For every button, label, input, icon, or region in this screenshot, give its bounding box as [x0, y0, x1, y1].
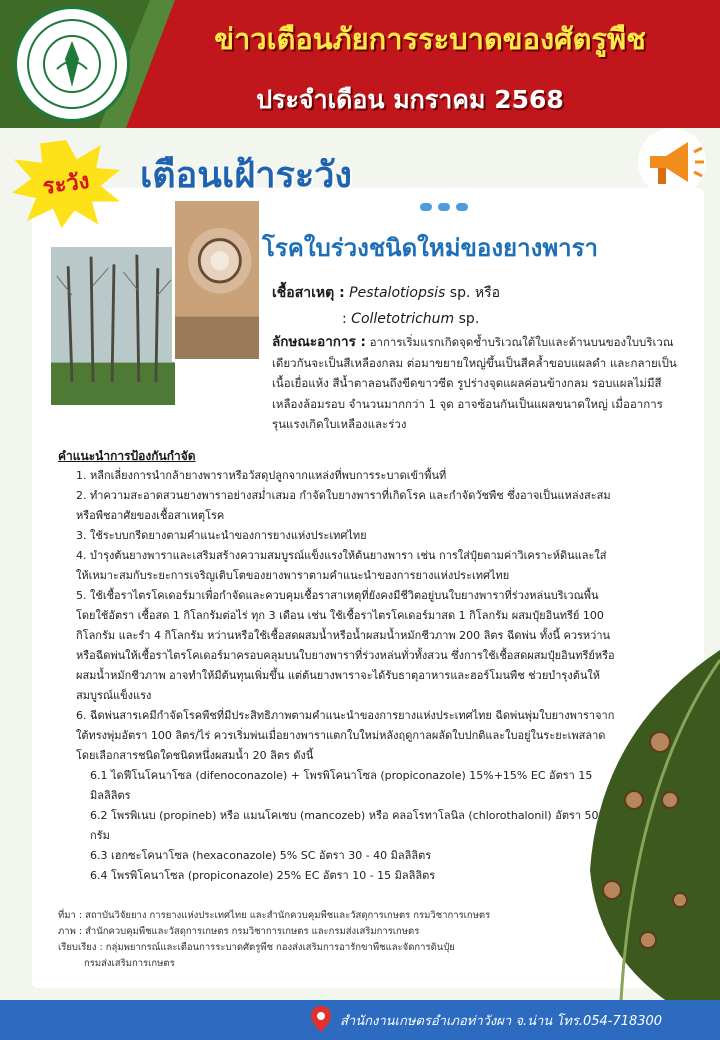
sources-block [58, 908, 658, 972]
recommendation-item: 5. ใช้เชื้อราไตรโคเดอร์มาเพื่อกำจัดและควบคุมเชื้อราสาเหตุที่ยังคงมีชีวิตอยู่บนใบยางพาราที่ร่วงหล่นบริเวณพื้น โดยใช้อัตรา เชื้อสด 1 กิโลกรัมต่อไร่ ทุก 3 เดือน เช่น ใช้เชื้อราไตรโคเดอร์มาสด 1 กิโลกรัม ผสมปุ๋ยอินทรีย์ 100 กิโลกรัม และรำ 4 กิโลกรัม หว่านหรือใช้เชื้อสดผสมน้ำหรือน้ำผสมน้ำหมักชีวภาพ 200 ลิตร ฉีดพ่น ทั้งนี้ ควรหว่านหรือฉีดพ่นให้เชื้อราไตรโคเดอร์มาครอบคลุมบนใบยางพาราที่ร่วงหล่นทั่วทั้งสวน ซึ่งการใช้เชื้อสดผสมปุ๋ยอินทรีย์หรือผสมน้ำหมักชีวภาพ อาจทำให้มีต้นทุนเพิ่มขึ้น แต่ต้นยางพาราจะได้รับธาตุอาหารและฮอร์โมนพืช ช่วยบำรุงต้นให้สมบูรณ์แข็งแรง [76, 589, 615, 702]
symptom-block [272, 332, 677, 435]
page-title: ข่าวเตือนภัยการระบาดของศัตรูพืช [214, 22, 646, 56]
seal-emblem-icon [17, 9, 127, 119]
chemical-item: 6.2 โพรพิเนบ (propineb) หรือ แมนโคเซบ (mancozeb) หรือ คลอโรทาโลนิล (chlorothalonil) อัตรา 50 กรัม [90, 809, 599, 842]
chemical-item: 6.3 เฮกซะโคนาโซล (hexaconazole) 5% SC อัตรา 30 - 40 มิลลิลิตร [90, 849, 432, 862]
recommendation-item: 1. หลีกเลี่ยงการนำกล้ายางพาราหรือวัสดุปลูกจากแหล่งที่พบการระบาดเข้าพื้นที่ [76, 469, 447, 482]
source-line: ที่มา : สถาบันวิจัยยาง การยางแห่งประเทศไทย และสำนักควบคุมพืชและวัสดุการเกษตร กรมวิชาการเกษตร [58, 910, 491, 921]
recommendations-block [58, 446, 618, 886]
chemical-item: 6.4 โพรพิโคนาโซล (propiconazole) 25% EC อัตรา 10 - 15 มิลลิลิตร [90, 869, 436, 882]
recommendation-item: 3. ใช้ระบบกรีดยางตามคำแนะนำของการยางแห่งประเทศไทย [76, 529, 367, 542]
page-subtitle: ประจำเดือน มกราคม 2568 [256, 85, 564, 114]
leaf-lesion-photo [172, 198, 262, 362]
recommendations-heading: คำแนะนำการป้องกันกำจัด [58, 449, 196, 463]
alert-headline: เตือนเฝ้าระวัง [140, 155, 352, 196]
ellipsis-dots [420, 196, 474, 215]
department-seal-logo [14, 6, 130, 122]
symptom-label: ลักษณะอาการ : [272, 334, 366, 350]
location-pin-icon [310, 1005, 332, 1033]
cause-block: เชื้อสาเหตุ : Pestalotiopsis sp. หรือ : Colletotrichum sp. [272, 285, 501, 327]
symptom-text: อาการเริ่มแรกเกิดจุดช้ำบริเวณใต้ใบและด้านบนของใบบริเวณเดียวกันจะเป็นสีเหลืองกลม ต่อมาขยายใหญ่ขึ้นเป็นสีคล้ำขอบแผลดำ และกลายเป็นเนื้อเยื่อแห้ง สีน้ำตาลอนถึงขีดขาวซีด รูปร่างจุดแผลค่อนข้างกลม รอบแผลไม่มีสีเหลืองล้อมรอบ จำนวนมากกว่า 1 จุด อาจซ้อนกันเป็นแผลขนาดใหญ่ เมื่ออาการรุนแรงเกิดใบเหลืองและร่วง [272, 335, 677, 431]
cause-label: เชื้อสาเหตุ : [272, 285, 345, 301]
pathogen-rest-2: sp. [454, 311, 480, 327]
compiled-by-line-2: กรมส่งเสริมการเกษตร [84, 958, 175, 969]
pathogen-name-1: Pestalotiopsis [349, 285, 446, 301]
burst-label: ระวัง [41, 168, 92, 201]
image-credit-line: ภาพ : สำนักควบคุมพืชและวัสดุการเกษตร กรมวิชาการเกษตร และกรมส่งเสริมการเกษตร [58, 926, 420, 937]
footer-contact: สำนักงานเกษตรอำเภอท่าวังผา จ.น่าน โทร.054-718300 [340, 1014, 663, 1029]
megaphone-icon [632, 122, 712, 202]
pathogen-name-2: Colletotrichum [351, 311, 455, 327]
disease-name: โรคใบร่วงชนิดใหม่ของยางพารา [262, 234, 598, 262]
recommendation-item: 6. ฉีดพ่นสารเคมีกำจัดโรคพืชที่มีประสิทธิภาพตามคำแนะนำของการยางแห่งประเทศไทย ฉีดพ่นพุ่มใบยางพาราจากใต้ทรงพุ่มอัตรา 100 ลิตร/ไร่ ควรเริ่มพ่นเมื่อยางพาราแตกใบใหม่หลังฤดูกาลผลัดใบปกติและใบอยู่ในระยะเพสลาด โดยเลือกสารชนิดใดชนิดหนึ่งผสมน้ำ 20 ลิตร ดังนี้ [76, 709, 615, 762]
chemical-item: 6.1 ไดฟีโนโคนาโซล (difenoconazole) + โพรพิโคนาโซล (propiconazole) 15%+15% EC อัตรา 15 มิลลิลิตร [90, 769, 593, 802]
recommendation-item: 4. บำรุงต้นยางพาราและเสริมสร้างความสมบูรณ์แข็งแรงให้ต้นยางพารา เช่น การใส่ปุ๋ยตามค่าวิเคราะห์ดินและใส่ให้เหมาะสมกับระยะการเจริญเติบโตของยางพาราตามคำแนะนำของการยางแห่งประเทศไทย [76, 549, 607, 582]
recommendation-item: 2. ทำความสะอาดสวนยางพาราอย่างสม่ำเสมอ กำจัดใบยางพาราที่เกิดโรค และกำจัดวัชพืช ซึ่งอาจเป็นแหล่งสะสมหรือพืชอาศัยของเชื้อสาเหตุโรค [76, 489, 611, 522]
pathogen-rest-1: sp. หรือ [445, 285, 501, 301]
rubber-plantation-photo [48, 244, 178, 408]
compiled-by-line: เรียบเรียง : กลุ่มพยากรณ์และเตือนการระบาดศัตรูพืช กองส่งเสริมการอารักขาพืชและจัดการดินปุ๋ย [58, 942, 455, 953]
